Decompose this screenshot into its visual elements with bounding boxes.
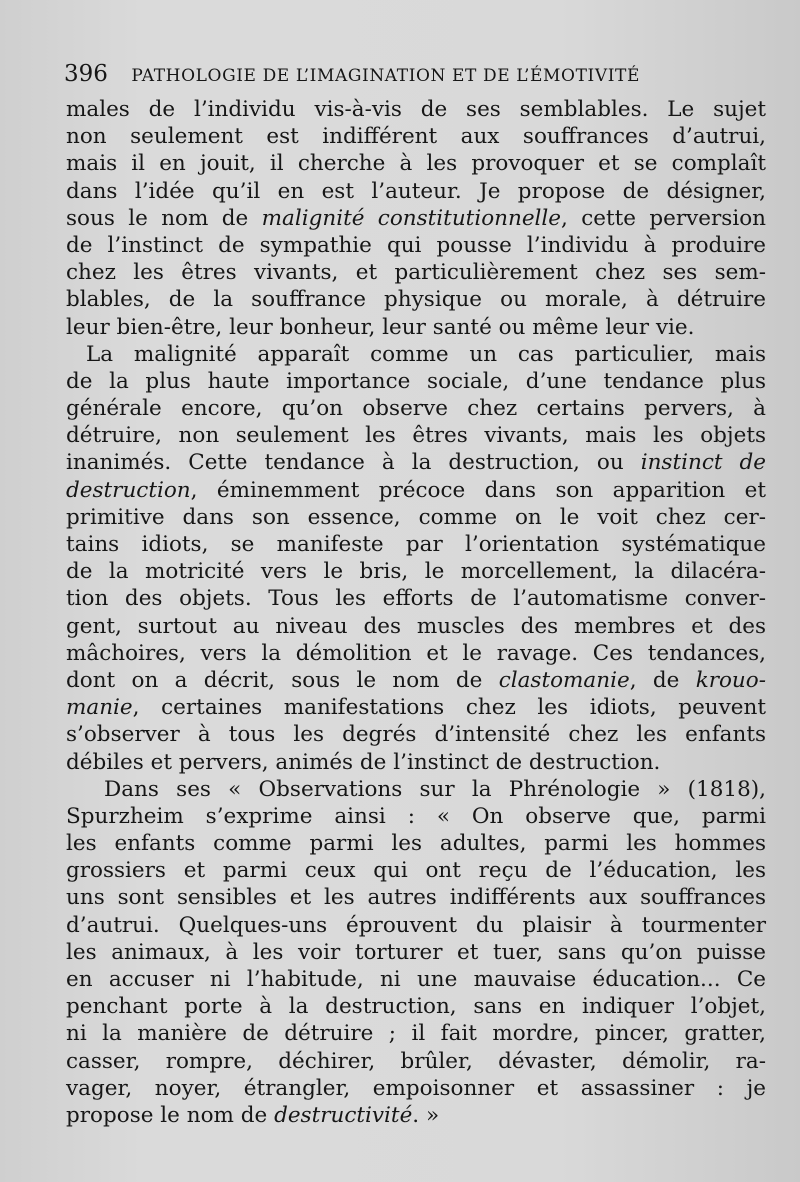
italic-term: destructivité bbox=[274, 1102, 413, 1128]
text-line: primitive dans son essence, comme on le voit chez cer- bbox=[66, 504, 766, 530]
italic-term: krouo- bbox=[695, 667, 766, 693]
text-line bbox=[66, 205, 766, 232]
text-line: de la motricité vers le bris, le morcellement, la dilacéra- bbox=[66, 559, 766, 585]
text-line: s’observer à tous les degrés d’intensité chez les enfants bbox=[66, 722, 766, 748]
text-line: tion des objets. Tous les efforts de l’automatisme conver- bbox=[66, 586, 766, 612]
running-title: PATHOLOGIE DE L’IMAGINATION ET DE L’ÉMOTIVITÉ bbox=[131, 66, 640, 86]
body-text bbox=[66, 96, 766, 1129]
text-line bbox=[66, 694, 766, 721]
text-line bbox=[66, 449, 766, 476]
text-line bbox=[66, 667, 766, 694]
italic-term: manie bbox=[66, 695, 133, 721]
text-line: tains idiots, se manifeste par l’orientation systématique bbox=[66, 532, 766, 557]
text-line: en accuser ni l’habitude, ni une mauvaise éducation... Ce bbox=[66, 967, 766, 992]
text-line: leur bien-être, leur bonheur, leur santé ou même leur vie. bbox=[66, 314, 695, 340]
text-line: blables, de la souffrance physique ou morale, à détruire bbox=[66, 287, 766, 313]
italic-term: clastomanie bbox=[498, 667, 630, 693]
text-run: propose le nom de bbox=[66, 1102, 275, 1128]
italic-term: instinct de bbox=[640, 450, 767, 476]
text-line: les animaux, à les voir torturer et tuer, sans qu’on puisse bbox=[66, 939, 766, 965]
page-number: 396 bbox=[64, 61, 108, 87]
text-line bbox=[66, 477, 766, 504]
text-line: vager, noyer, étrangler, empoisonner et assassiner : je bbox=[66, 1075, 766, 1101]
text-run: , cette perversion bbox=[561, 205, 766, 231]
text-line: les enfants comme parmi les adultes, parmi les hommes bbox=[66, 831, 766, 857]
text-line: détruire, non seulement les êtres vivants, mais les objets bbox=[66, 423, 766, 449]
text-run: , éminemment précoce dans son apparition et bbox=[190, 477, 766, 503]
text-line: d’autrui. Quelques-uns éprouvent du plaisir à tourmenter bbox=[66, 912, 766, 938]
text-line: dans l’idée qu’il en est l’auteur. Je propose de désigner, bbox=[66, 178, 766, 204]
text-line: penchant porte à la destruction, sans en indiquer l’objet, bbox=[66, 994, 766, 1020]
text-line: Dans ses « Observations sur la Phrénologie » (1818), bbox=[104, 776, 766, 802]
text-line: de la plus haute importance sociale, d’une tendance plus bbox=[66, 368, 766, 394]
text-run: . » bbox=[412, 1102, 440, 1128]
text-line: chez les êtres vivants, et particulièrement chez ses sem- bbox=[66, 260, 766, 286]
text-line: générale encore, qu’on observe chez certains pervers, à bbox=[66, 396, 766, 422]
text-line: de l’instinct de sympathie qui pousse l’individu à produire bbox=[66, 232, 766, 258]
text-run: dont on a décrit, sous le nom de bbox=[66, 667, 499, 693]
text-run: , certaines manifestations chez les idiots, peuvent bbox=[132, 695, 766, 721]
text-run: , de bbox=[629, 667, 696, 693]
text-line: mais il en jouit, il cherche à les provoquer et se complaît bbox=[66, 151, 766, 177]
text-line: males de l’individu vis-à-vis de ses semblables. Le sujet bbox=[66, 97, 766, 122]
text-line: débiles et pervers, animés de l’instinct de destruction. bbox=[66, 749, 661, 775]
text-line: La malignité apparaît comme un cas particulier, mais bbox=[86, 341, 766, 367]
text-line: ni la manière de détruire ; il fait mordre, pincer, gratter, bbox=[66, 1021, 766, 1047]
running-header bbox=[64, 62, 764, 88]
text-line: Spurzheim s’exprime ainsi : « On observe que, parmi bbox=[66, 803, 766, 829]
text-run: sous le nom de bbox=[66, 205, 262, 231]
text-line: mâchoires, vers la démolition et le ravage. Ces tendances, bbox=[66, 640, 766, 666]
text-line bbox=[66, 1102, 766, 1129]
text-run: inanimés. Cette tendance à la destruction, ou bbox=[66, 450, 641, 476]
italic-term: malignité constitutionnelle bbox=[261, 205, 562, 231]
text-line: gent, surtout au niveau des muscles des membres et des bbox=[66, 613, 766, 639]
text-line: grossiers et parmi ceux qui ont reçu de l’éducation, les bbox=[66, 858, 766, 884]
italic-term: destruction bbox=[66, 477, 191, 503]
text-line: uns sont sensibles et les autres indifférents aux souffrances bbox=[66, 885, 766, 911]
text-line: casser, rompre, déchirer, brûler, dévaster, démolir, ra- bbox=[66, 1048, 766, 1074]
text-line: non seulement est indifférent aux souffrances d’autrui, bbox=[66, 124, 766, 150]
